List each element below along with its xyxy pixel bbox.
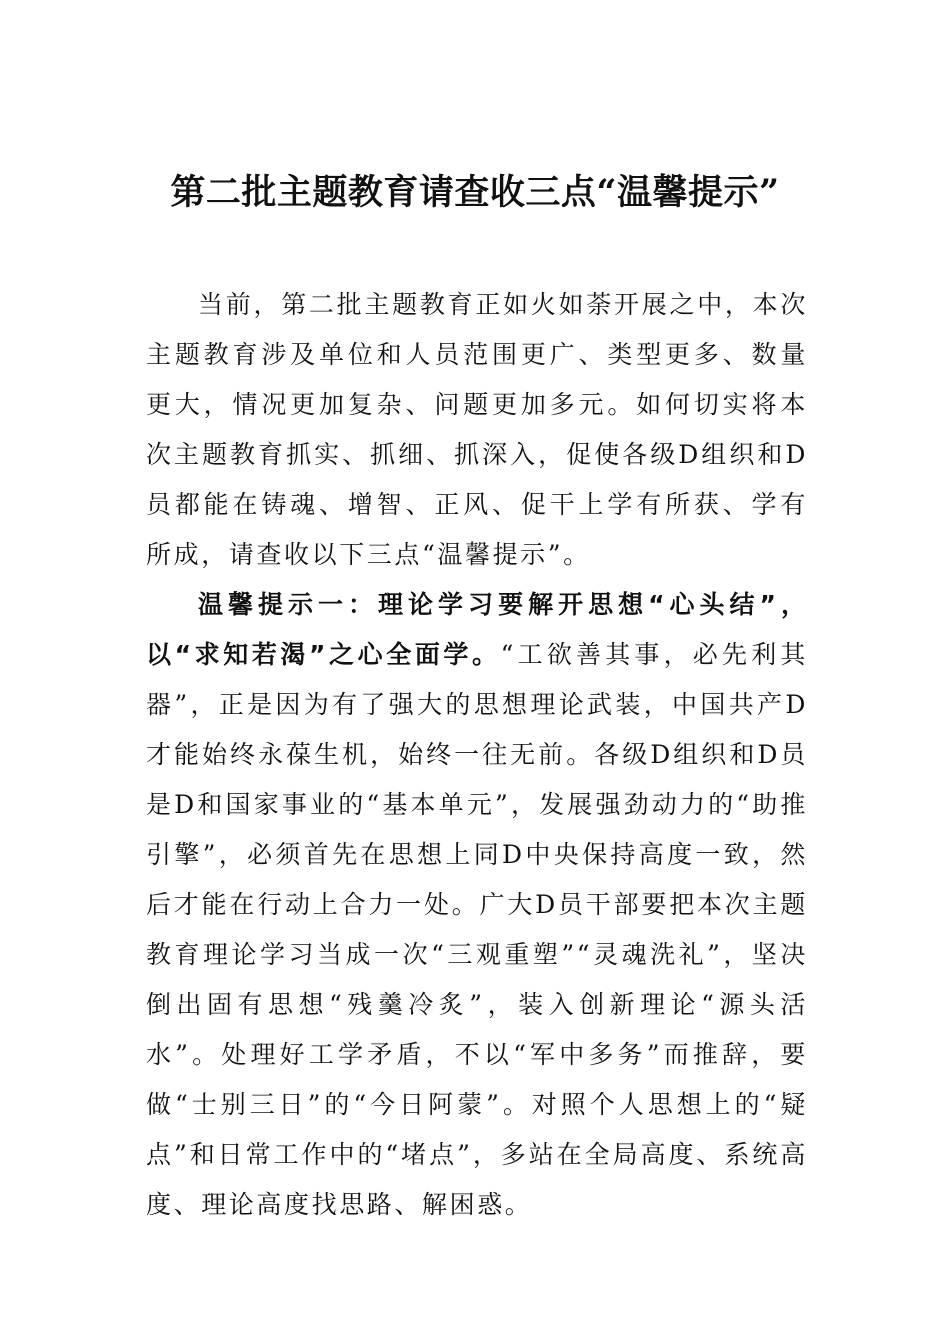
tip-one-heading: 温馨提示一：理论学习要解开思想“心头结”，以“求知若渴”之心全面学。: [146, 590, 808, 669]
tip-one-paragraph: [146, 580, 808, 1230]
tip-one-body: “工欲善其事，必先利其器”，正是因为有了强大的思想理论武装，中国共产D才能始终永葆生机，始终一往无前。各级D组织和D员是D和国家事业的“基本单元”，发展强劲动力的“助推引擎”，必须首先在思想上同D中央保持高度一致，然后才能在行动上合力一处。广大D员干部要把本次主题教育理论学习当成一次“三观重塑”“灵魂洗礼”，坚决倒出固有思想“残羹冷炙”，装入创新理论“源头活水”。处理好工学矛盾，不以“军中多务”而推辞，要做“士别三日”的“今日阿蒙”。对照个人思想上的“疑点”和日常工作中的“堵点”，多站在全局高度、系统高度、理论高度找思路、解困惑。: [146, 640, 808, 1219]
document-body: [146, 280, 808, 1230]
intro-paragraph-text: 当前，第二批主题教育正如火如荼开展之中，本次主题教育涉及单位和人员范围更广、类型更多、数量更大，情况更加复杂、问题更加多元。如何切实将本次主题教育抓实、抓细、抓深入，促使各级D组织和D员都能在铸魂、增智、正风、促干上学有所获、学有所成，请查收以下三点“温馨提示”。: [146, 290, 808, 569]
document-title: 第二批主题教育请查收三点“温馨提示”: [170, 172, 780, 213]
intro-paragraph: [146, 280, 808, 580]
